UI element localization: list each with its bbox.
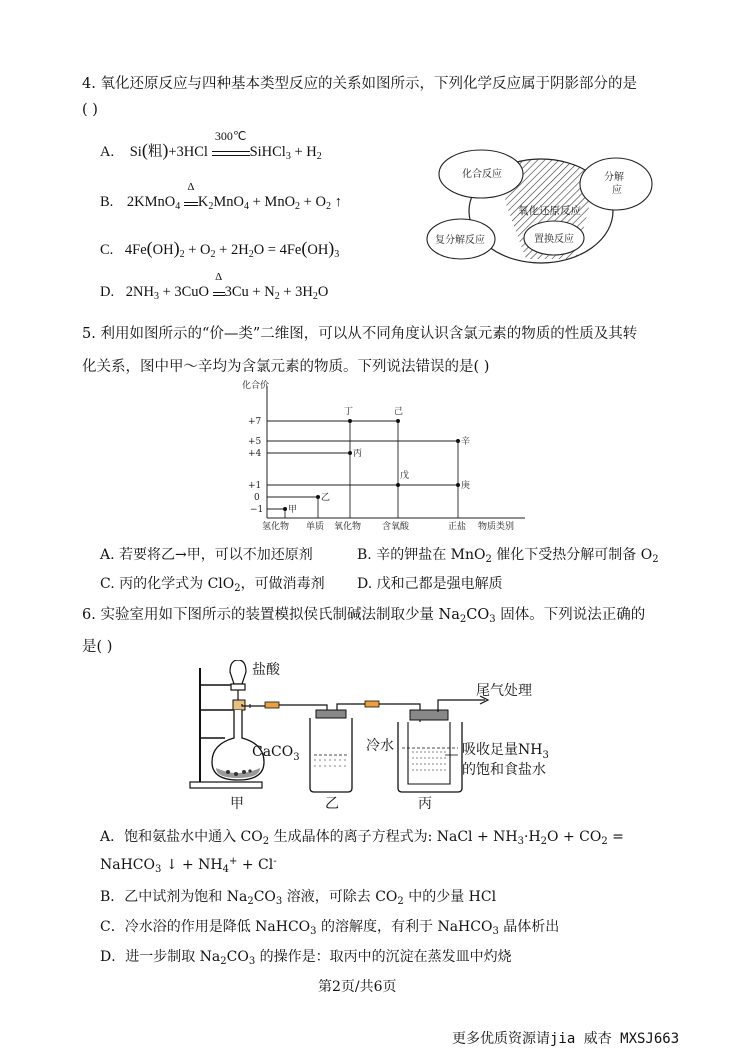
point-label-ji: 己 — [394, 407, 404, 417]
label-cold-water: 冷水 — [366, 738, 394, 754]
venn-label-zhihuan: 置换反应 — [534, 234, 574, 245]
point-label-wu: 戊 — [400, 471, 410, 481]
point-ji — [396, 419, 400, 423]
q4-stem-line1: 4. 氧化还原反应与四种基本类型反应的关系如图所示，下列化学反应属于阴影部分的是 — [82, 76, 637, 92]
venn-label-fenjie-1: 分解 — [604, 172, 624, 183]
q6-option-d: D．进一步制取 $Na_2CO_3$ 的操作是：取丙中的沉淀在蒸发皿中灼烧 — [100, 949, 512, 967]
venn-label-fenjie-2: 应 — [612, 185, 622, 196]
point-label-jia: 甲 — [288, 505, 298, 515]
xtick-oxide: 氧化物 — [334, 522, 362, 532]
ytick-zero: 0 — [254, 493, 260, 503]
rubber-joint-2 — [365, 701, 379, 707]
chart-ylabel: 化合价 — [242, 381, 270, 391]
point-label-bing: 丙 — [353, 449, 363, 459]
promo-text: 更多优质资源请jia 威杏 MXSJ663 — [452, 1031, 680, 1047]
decomposition-ellipse — [580, 158, 652, 210]
point-label-geng: 庚 — [461, 481, 471, 491]
sep-funnel — [230, 660, 246, 684]
label-bing: 丙 — [418, 796, 432, 812]
venn-label-yanghua: 氧化还原反应 — [518, 205, 581, 217]
label-hcl: 盐酸 — [252, 662, 280, 678]
point-bing — [348, 451, 352, 455]
point-label-ding: 丁 — [344, 407, 354, 417]
q6-option-b: B．乙中试剂为饱和 $Na_2CO_3$ 溶液，可除去 $CO_2$ 中的少量 HCl — [100, 889, 497, 907]
label-absorb-2: 的饱和食盐水 — [462, 762, 546, 778]
venn-label-fufenjie: 复分解反应 — [435, 235, 485, 246]
ytick-plus5: +5 — [248, 437, 262, 447]
q6-option-a-line2: NaHCO$_3$ ↓ + $NH_4^+ + Cl^-$ — [100, 856, 277, 875]
point-jia — [283, 507, 287, 511]
label-absorb-1: 吸收足量$NH_3$ — [462, 742, 549, 761]
q5-stem-line1: 5. 利用如图所示的“价—类”二维图，可以从不同角度认识含氯元素的物质的性质及其转 — [82, 326, 638, 342]
q6-option-c: C．冷水浴的作用是降低 NaHCO$_3$ 的溶解度，有利于 NaHCO$_3$ 晶体析出 — [100, 919, 560, 937]
bottle-yi-stopper — [316, 710, 346, 718]
q5-option-c: C. 丙的化学式为 ClO$_2$，可做消毒剂 — [100, 576, 325, 594]
point-yi — [316, 495, 320, 499]
bing-stopper — [410, 710, 448, 720]
page-number: 第2页/共6页 — [318, 979, 397, 995]
hou-process-apparatus — [180, 660, 600, 820]
chart-xlabel: 物质类别 — [478, 522, 515, 532]
point-ding — [348, 419, 352, 423]
ytick-minus1: −1 — [250, 505, 264, 515]
label-yi: 乙 — [325, 796, 339, 812]
venn-label-huahe: 化合反应 — [462, 169, 502, 180]
q4-option-b: B. 2KMnO$_4$ Δ $K_2MnO_4 + MnO_2 + O_2$ ↑ — [100, 181, 342, 212]
inner-bottle-bing — [408, 722, 450, 784]
label-jia: 甲 — [230, 796, 244, 812]
q5-option-a: A. 若要将乙→甲，可以不加还原剂 — [100, 547, 313, 563]
ytick-plus7: +7 — [248, 417, 262, 427]
q4-option-a: A. Si(粗)+3HCl 300℃ SiHCl$_3$ + $H_2$ — [100, 129, 322, 162]
reaction-type-venn-diagram — [426, 144, 656, 269]
q6-option-a-line1: A．饱和氨盐水中通入 $CO_2$ 生成晶体的离子方程式为: NaCl + $NH_3\cdot H_2O + CO_2$ = — [100, 829, 624, 847]
q4-option-c: C. $4Fe(OH)_2 + O_2 + 2H_2O = 4Fe(OH)_3$ — [100, 238, 340, 260]
point-wu — [396, 483, 400, 487]
xtick-salt: 正盐 — [448, 522, 467, 532]
point-label-xin: 辛 — [461, 437, 471, 447]
q4-stem-line2: ( ) — [82, 102, 98, 118]
flask-stopper — [233, 700, 245, 710]
ytick-plus1: +1 — [248, 481, 262, 491]
q5-option-b: B. 辛的钾盐在 MnO$_2$ 催化下受热分解可制备 $O_2$ — [357, 547, 659, 565]
point-xin — [456, 439, 460, 443]
funnel-stopcock — [231, 684, 245, 690]
valence-class-chart — [240, 378, 540, 534]
q5-stem-line2: 化关系，图中甲～辛均为含氯元素的物质。下列说法错误的是( ) — [82, 359, 490, 375]
q6-stem-line1: 6. 实验室用如下图所示的装置模拟侯氏制碱法制取少量 $Na_2CO_3$ 固体。下列说法正确的 — [82, 607, 646, 625]
q4-option-d: D. $2NH_3 + 3CuO$ Δ $3Cu + N_2 + 3H_2O$ — [100, 271, 329, 302]
xtick-hydride: 氢化物 — [262, 522, 290, 532]
xtick-element: 单质 — [306, 522, 325, 532]
point-geng — [456, 483, 460, 487]
stand-base — [190, 782, 262, 788]
point-label-yi: 乙 — [321, 493, 331, 503]
tube-3 — [337, 704, 365, 710]
rubber-joint-1 — [265, 702, 279, 708]
label-caco3: CaCO$_3$ — [252, 744, 300, 763]
xtick-oxyacid: 含氧酸 — [382, 522, 410, 532]
q5-option-d: D. 戊和己都是强电解质 — [357, 576, 503, 592]
ytick-plus4: +4 — [248, 449, 262, 459]
label-tail-gas: 尾气处理 — [476, 683, 532, 699]
q6-stem-line2: 是( ) — [82, 639, 113, 655]
